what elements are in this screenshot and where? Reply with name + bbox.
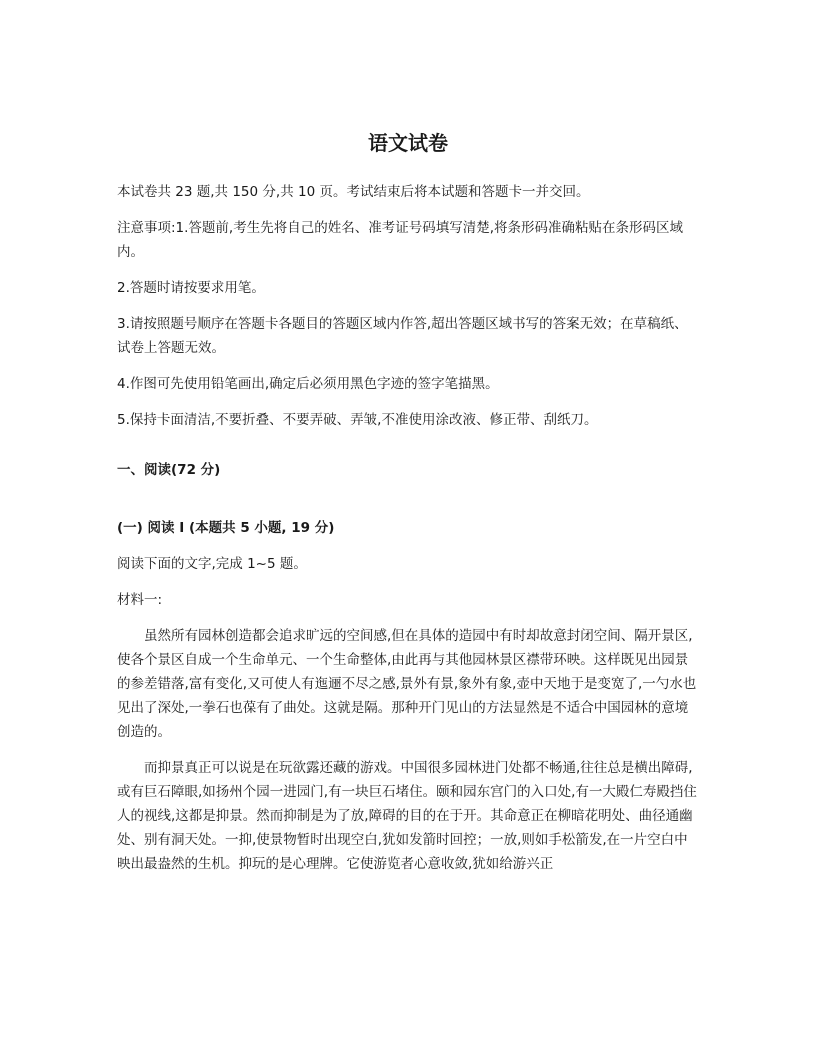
note-item: 注意事项:1.答题前,考生先将自己的姓名、准考证号码填写清楚,将条形码准确粘贴在条形码区域内。 <box>117 220 684 260</box>
material-label: 材料一: <box>117 592 163 608</box>
document-title: 语文试卷 <box>368 131 448 155</box>
question-instruction: 阅读下面的文字,完成 1~5 题。 <box>117 556 307 572</box>
note-item: 5.保持卡面清洁,不要折叠、不要弄破、弄皱,不准使用涂改液、修正带、刮纸刀。 <box>117 412 598 428</box>
passage-paragraph: 虽然所有园林创造都会追求旷远的空间感,但在具体的造园中有时却故意封闭空间、隔开景区,使各个景区自成一个生命单元、一个生命整体,由此再与其他园林景区襟带环映。这样既见出园景的参差错落,富有变化,又可使人有迤逦不尽之感,景外有景,象外有象,壶中天地于是变宽了,一勺水也见出了深处,一拳石也葆有了曲处。这就是隔。那种开门见山的方法显然是不适合中国园林的意境创造的。 <box>117 628 697 740</box>
document-body <box>117 180 701 888</box>
note-item: 4.作图可先使用铅笔画出,确定后必须用黑色字迹的签字笔描黑。 <box>117 376 499 392</box>
subsection-heading: (一) 阅读 I (本题共 5 小题, 19 分) <box>117 520 335 536</box>
exam-intro: 本试卷共 23 题,共 150 分,共 10 页。考试结束后将本试题和答题卡一并交回。 <box>117 184 590 200</box>
note-item: 3.请按照题号顺序在答题卡各题目的答题区域内作答,超出答题区域书写的答案无效；在草稿纸、试卷上答题无效。 <box>117 316 688 356</box>
note-item: 2.答题时请按要求用笔。 <box>117 280 265 296</box>
section-heading: 一、阅读(72 分) <box>117 462 221 478</box>
passage-paragraph: 而抑景真正可以说是在玩欲露还藏的游戏。中国很多园林进门处都不畅通,往往总是横出障碍,或有巨石障眼,如扬州个园一进园门,有一块巨石堵住。颐和园东宫门的入口处,有一大殿仁寿殿挡住人的视线,这都是抑景。然而抑制是为了放,障碍的目的在于开。其命意正在柳暗花明处、曲径通幽处、别有洞天处。一抑,使景物暂时出现空白,犹如发箭时回控；一放,则如手松箭发,在一片空白中映出最盎然的生机。抑玩的是心理牌。它使游览者心意收敛,犹如给游兴正 <box>117 760 697 872</box>
